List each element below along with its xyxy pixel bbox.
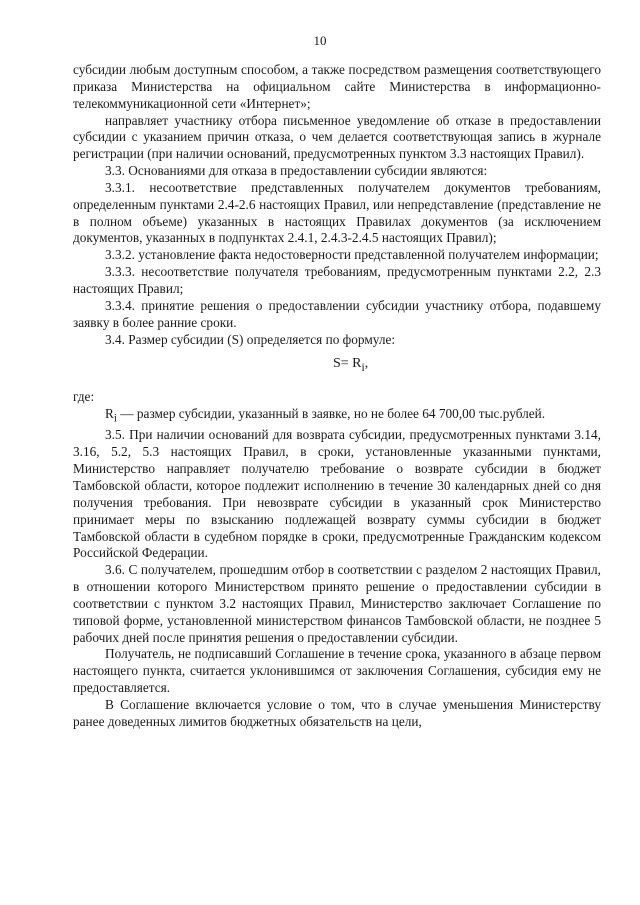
formula-subscript: i [361,361,365,375]
paragraph: направляет участнику отбора письменное уведомление об отказе в предоставлении субсидии с указанием причин отказа, о чем делается соответствующая запись в журнале регистрации (при наличии оснований, предусмотренных пунктом 3.3 настоящих Правил). [73,112,601,162]
formula-tail: , [364,356,369,372]
variable-subscript: i [113,412,117,425]
page-number: 10 [313,33,327,48]
variable-definition-text: — размер субсидии, указанный в заявке, но не более 64 700,00 тыс.рублей. [116,405,546,421]
paragraph: субсидии любым доступным способом, а также посредством размещения соответствующего приказа Министерства на официальном сайте Министерства в информационно-телекоммуникационной сети «Интернет»; [73,62,601,111]
paragraph: В Соглашение включается условие о том, что в случае уменьшения Министерству ранее доведенных лимитов бюджетных обязательств на цели, [73,696,601,729]
paragraph: 3.3.2. установление факта недостоверности представленной получателем информации; [105,247,599,263]
document-body [73,62,601,731]
paragraph-section-heading: 3.3. Основаниями для отказа в предоставлении субсидии являются: [105,163,488,179]
where-label: где: [73,389,95,405]
paragraph: 3.3.4. принятие решения о предоставлении субсидии участнику отбора, подавшему заявку в более ранние сроки. [73,297,601,330]
variable-definition [73,406,601,428]
paragraph: 3.6. С получателем, прошедшим отбор в соответствии с разделом 2 настоящих Правил, в отношении которого Министерством принято решение о предоставлении субсидии в соответствии с пунктом 3.2 настоящих Правил, Министерство заключает Соглашение по типовой форме, установленной министерством финансов Тамбовской области, не позднее 5 рабочих дней после принятия решения о предоставлении субсидии. [73,562,601,645]
paragraph: 3.3.3. несоответствие получателя требованиям, предусмотренным пунктами 2.2, 2.3 настоящих Правил; [73,264,601,296]
paragraph: Получатель, не подписавший Соглашение в течение срока, указанного в абзаце первом настоящего пункта, считается уклонившимся от заключения Соглашения, субсидия ему не предоставляется. [73,646,601,696]
formula-lhs: S= R [333,356,362,372]
formula [73,355,601,377]
paragraph: 3.3.1. несоответствие представленных получателем документов требованиям, определенным пунктами 2.4-2.6 настоящих Правил, или непредставление (представление не в полном объеме) указанных в настоящих Правилах документов (за исключением документов, указанных в подпунктах 2.4.1, 2.4.3-2.4.5 настоящих Правил); [73,179,601,246]
paragraph: 3.4. Размер субсидии (S) определяется по формуле: [105,331,396,347]
paragraph: 3.5. При наличии оснований для возврата субсидии, предусмотренных пунктами 3.14, 3.16, 5.2, 5.3 настоящих Правил, в сроки, установленные указанными пунктами, Министерство направляет получателю требование о возврате субсидии в бюджет Тамбовской области, которое подлежит исполнению в течение 30 календарных дней со дня получения требования. При невозврате субсидии в указанный срок Министерство принимает меры по взысканию подлежащей возврату суммы субсидии в бюджет Тамбовской области в судебном порядке в сроки, предусмотренные Гражданским кодексом Российской Федерации. [73,427,601,561]
variable-symbol: R [105,405,114,421]
